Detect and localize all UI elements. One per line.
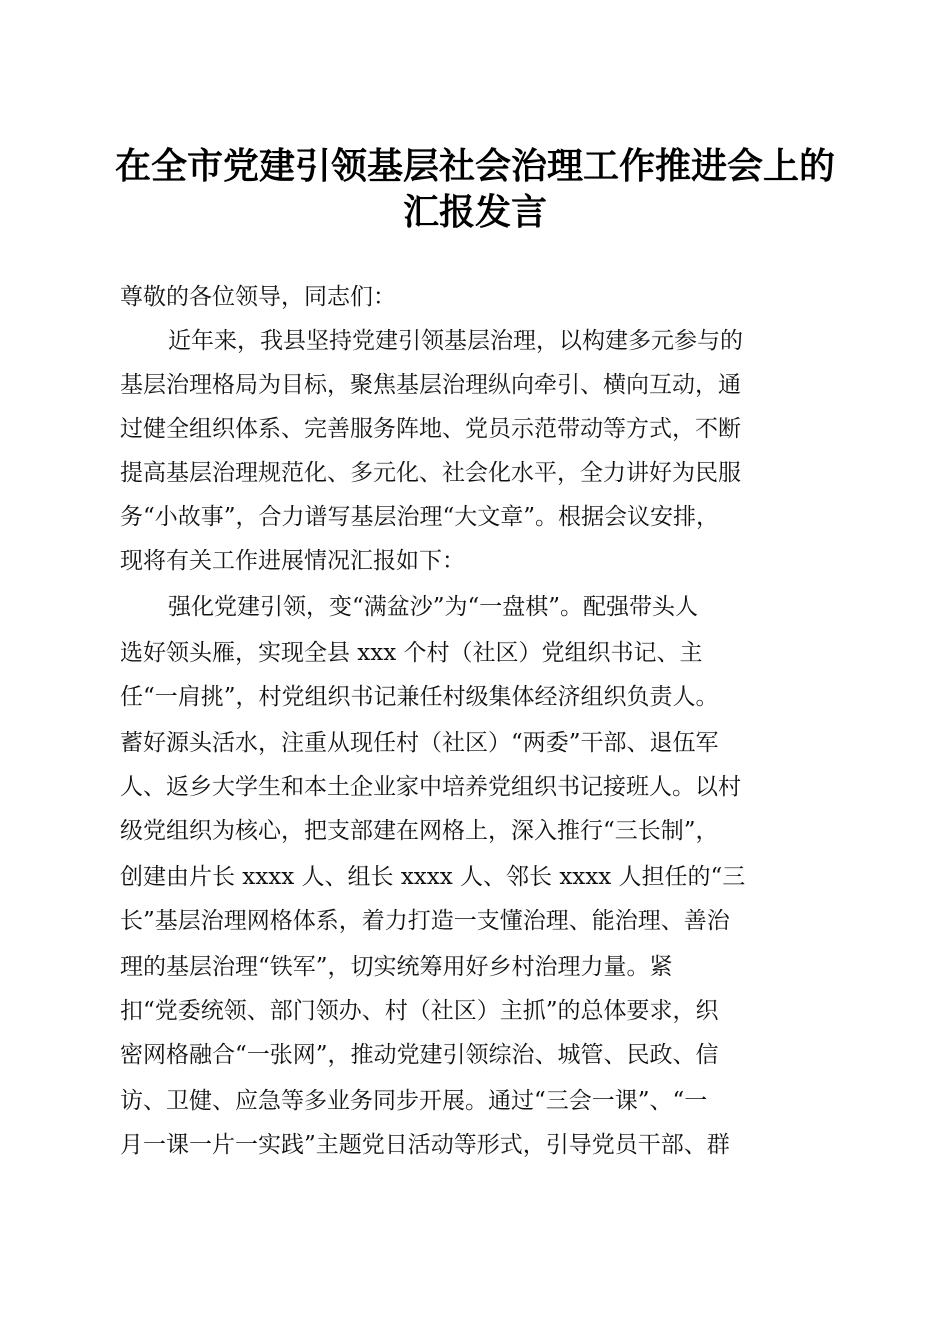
salutation: 尊敬的各位领导，同志们： xyxy=(120,284,396,310)
paragraph-2-line: 访、卫健、应急等多业务同步开展。通过“三会一课”、“一 xyxy=(120,1088,708,1114)
paragraph-2-line: 级党组织为核心，把支部建在网格上，深入推行“三长制”， xyxy=(120,818,719,844)
paragraph-2-line: 创建由片长 xxxx 人、组长 xxxx 人、邻长 xxxx 人担任的“三 xyxy=(120,864,746,890)
paragraph-1-line: 务“小故事”，合力谱写基层治理“大文章”。根据会议安排， xyxy=(120,504,720,530)
paragraph-1-line: 基层治理格局为目标，聚焦基层治理纵向牵引、横向互动，通 xyxy=(120,372,741,398)
paragraph-1-line: 提高基层治理规范化、多元化、社会化水平，全力讲好为民服 xyxy=(120,460,741,486)
paragraph-2-line: 选好领头雁，实现全县 xxx 个村（社区）党组织书记、主 xyxy=(120,640,703,666)
paragraph-2-line: 月一课一片一实践”主题党日活动等形式，引导党员干部、群 xyxy=(120,1132,730,1158)
paragraph-1-line: 现将有关工作进展情况汇报如下： xyxy=(120,548,465,574)
document-title-line-2: 汇报发言 xyxy=(402,191,547,233)
paragraph-2-line: 长”基层治理网格体系，着力打造一支懂治理、能治理、善治 xyxy=(120,908,730,934)
paragraph-2-line: 理的基层治理“铁军”，切实统筹用好乡村治理力量。紧 xyxy=(120,954,673,980)
paragraph-2-line: 任“一肩挑”，村党组织书记兼任村级集体经济组织负责人。 xyxy=(120,684,719,710)
paragraph-2-line: 蓄好源头活水，注重从现任村（社区）“两委”干部、退伍军 xyxy=(120,730,719,756)
document-title-line-1: 在全市党建引领基层社会治理工作推进会上的 xyxy=(114,145,835,187)
paragraph-1-line: 近年来，我县坚持党建引领基层治理，以构建多元参与的 xyxy=(168,328,743,354)
paragraph-2-line: 人、返乡大学生和本土企业家中培养党组织书记接班人。以村 xyxy=(120,774,741,800)
paragraph-2-line: 强化党建引领，变“满盆沙”为“一盘棋”。配强带头人 xyxy=(168,594,699,620)
paragraph-1-line: 过健全组织体系、完善服务阵地、党员示范带动等方式，不断 xyxy=(120,416,741,442)
paragraph-2-line: 扣“党委统领、部门领办、村（社区）主抓”的总体要求，织 xyxy=(120,998,719,1024)
paragraph-2-line: 密网格融合“一张网”，推动党建引领综治、城管、民政、信 xyxy=(120,1042,719,1068)
